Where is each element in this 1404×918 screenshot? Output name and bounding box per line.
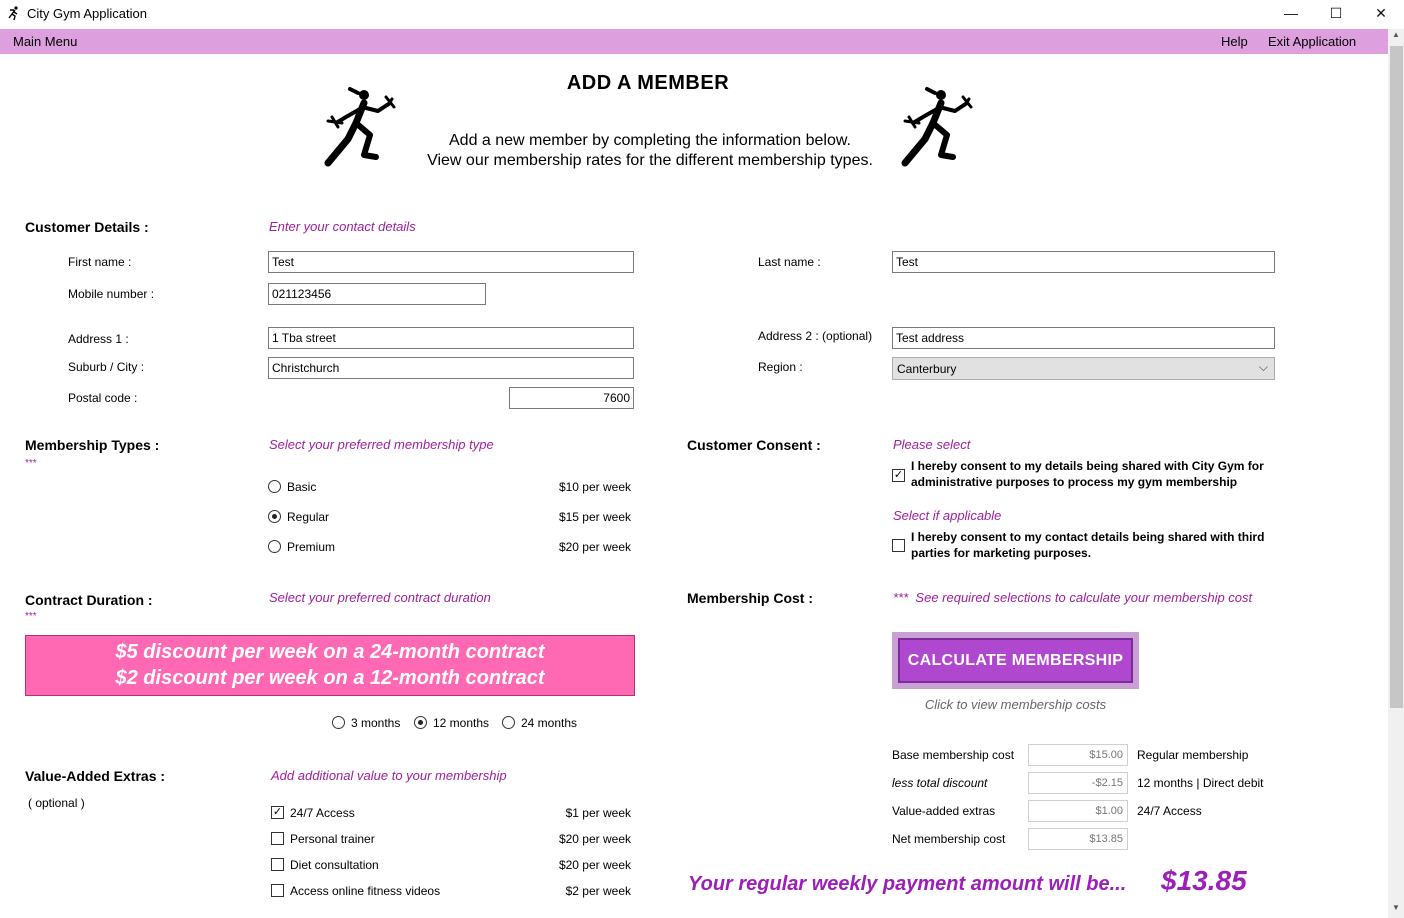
consent-admin-line-1: I hereby consent to my details being shared with City Gym for [911,459,1264,473]
menu-bar [0,29,1388,54]
extra-247-access-label: 24/7 Access [290,806,355,820]
base-cost-label: Base membership cost [892,748,1015,762]
contract-24-months-label: 24 months [521,716,578,730]
membership-required-stars: *** [25,458,37,469]
window-title: City Gym Application [27,6,147,21]
extra-diet-consultation-label: Diet consultation [290,858,379,872]
consent-marketing-checkbox[interactable] [892,539,905,552]
membership-cost-heading: Membership Cost : [687,590,814,606]
contract-24-months-radio[interactable] [502,716,515,729]
extra-online-videos-label: Access online fitness videos [290,884,441,898]
menu-exit-application[interactable]: Exit Application [1268,34,1357,49]
extras-cost-note: 24/7 Access [1137,804,1202,818]
membership-basic-radio[interactable] [268,480,281,493]
intro-line-2: View our membership rates for the different membership types. [427,152,873,169]
contract-3-months-label: 3 months [351,716,401,730]
discount-banner [25,635,635,696]
consent-admin-checkbox[interactable]: ✓ [893,469,904,481]
extras-heading: Value-Added Extras : [25,768,166,784]
region-value: Canterbury [897,362,957,376]
extras-hint: Add additional value to your membership [271,768,507,783]
extras-cost-value: $1.00 [1028,800,1128,822]
consent-optional-hint: Select if applicable [893,508,1002,523]
extras-cost-label: Value-added extras [892,804,996,818]
scrollbar-thumb[interactable] [1390,46,1403,708]
title-bar [0,0,1404,29]
consent-admin-text [911,458,1264,490]
extra-online-videos-checkbox[interactable] [271,884,284,897]
membership-regular-radio[interactable] [268,510,281,523]
membership-types-hint: Select your preferred membership type [269,437,494,452]
extra-online-videos-price: $2 per week [565,884,631,898]
last-name-input[interactable]: Test [892,251,1275,273]
contract-required-stars: *** [25,611,37,622]
postal-code-label: Postal code : [68,391,138,405]
first-name-input[interactable]: Test [268,251,634,273]
base-cost-value: $15.00 [1028,744,1128,766]
intro-text [400,131,900,171]
membership-regular-price: $15 per week [558,510,631,524]
minimize-button[interactable]: — [1284,5,1298,21]
extra-personal-trainer-price: $20 per week [558,832,631,846]
page-title: ADD A MEMBER [566,72,730,94]
membership-cost-hint-stars: *** [893,590,909,605]
runner-app-icon [6,5,22,21]
consent-marketing-text [911,529,1264,561]
net-cost-label: Net membership cost [892,832,1006,846]
membership-cost-hint-text: See required selections to calculate your membership cost [915,590,1253,605]
customer-details-hint: Enter your contact details [269,219,416,234]
address2-label: Address 2 : (optional) [758,329,873,343]
weekly-payment-amount: $13.85 [1161,865,1247,896]
address2-input[interactable]: Test address [892,327,1275,349]
intro-line-1: Add a new member by completing the information below. [449,132,851,149]
extra-247-access-checkbox[interactable]: ✓ [272,806,283,818]
address1-input[interactable]: 1 Tba street [268,327,634,349]
extra-diet-consultation-checkbox[interactable] [271,858,284,871]
consent-marketing-line-1: I hereby consent to my contact details being shared with third [911,530,1265,544]
postal-code-input[interactable]: 7600 [509,387,634,409]
first-name-label: First name : [68,255,132,269]
contract-12-months-radio[interactable] [414,716,427,729]
last-name-label: Last name : [758,255,821,269]
membership-types-heading: Membership Types : [25,437,160,453]
contract-duration-hint: Select your preferred contract duration [269,590,491,605]
membership-premium-price: $20 per week [558,540,631,554]
maximize-button[interactable]: ☐ [1329,5,1343,21]
customer-details-heading: Customer Details : [25,219,149,235]
membership-basic-price: $10 per week [558,480,631,494]
region-label: Region : [758,360,803,374]
extras-optional-label: ( optional ) [28,796,85,810]
contract-12-months-label: 12 months [433,716,490,730]
chevron-down-icon: ⌵ [1258,360,1268,374]
discount-note: 12 months | Direct debit [1137,776,1264,790]
discount-banner-line-2: $2 discount per week on a 12-month contract [115,667,545,689]
contract-3-months-radio[interactable] [332,716,345,729]
membership-basic-label: Basic [287,480,317,494]
net-cost-value: $13.85 [1028,828,1128,850]
consent-marketing-line-2: parties for marketing purposes. [911,546,1092,560]
region-select[interactable] [892,357,1275,380]
membership-cost-hint [893,590,1252,605]
discount-value: -$2.15 [1028,772,1128,794]
base-cost-note: Regular membership [1137,748,1249,762]
membership-regular-label: Regular [287,510,330,524]
extra-247-access-price: $1 per week [565,806,631,820]
contract-duration-heading: Contract Duration : [25,592,153,608]
calculate-membership-button[interactable]: CALCULATE MEMBERSHIP [898,638,1133,683]
weekly-payment-text: Your regular weekly payment amount will be... [688,873,1127,895]
suburb-label: Suburb / City : [68,360,145,374]
extra-personal-trainer-label: Personal trainer [290,832,375,846]
discount-label: less total discount [892,776,988,790]
scroll-up-icon[interactable]: ▲ [1392,30,1400,39]
scroll-down-icon[interactable]: ▼ [1392,903,1400,912]
mobile-input[interactable]: 021123456 [268,283,486,305]
customer-consent-heading: Customer Consent : [687,437,821,453]
consent-hint: Please select [893,437,971,452]
menu-main[interactable]: Main Menu [13,34,78,49]
membership-premium-label: Premium [287,540,336,554]
runner-logo-left-icon [320,83,400,168]
membership-premium-radio[interactable] [268,540,281,553]
suburb-input[interactable]: Christchurch [268,357,634,379]
close-button[interactable]: ✕ [1375,5,1387,21]
extra-diet-consultation-price: $20 per week [558,858,631,872]
address1-label: Address 1 : [68,332,129,346]
calculate-button-hint: Click to view membership costs [924,697,1107,712]
menu-help[interactable]: Help [1221,34,1248,49]
mobile-label: Mobile number : [68,287,155,301]
extra-personal-trainer-checkbox[interactable] [271,832,284,845]
discount-banner-line-1: $5 discount per week on a 24-month contract [115,641,545,663]
consent-admin-line-2: administrative purposes to process my gym membership [911,475,1238,489]
runner-logo-right-icon [897,83,977,168]
